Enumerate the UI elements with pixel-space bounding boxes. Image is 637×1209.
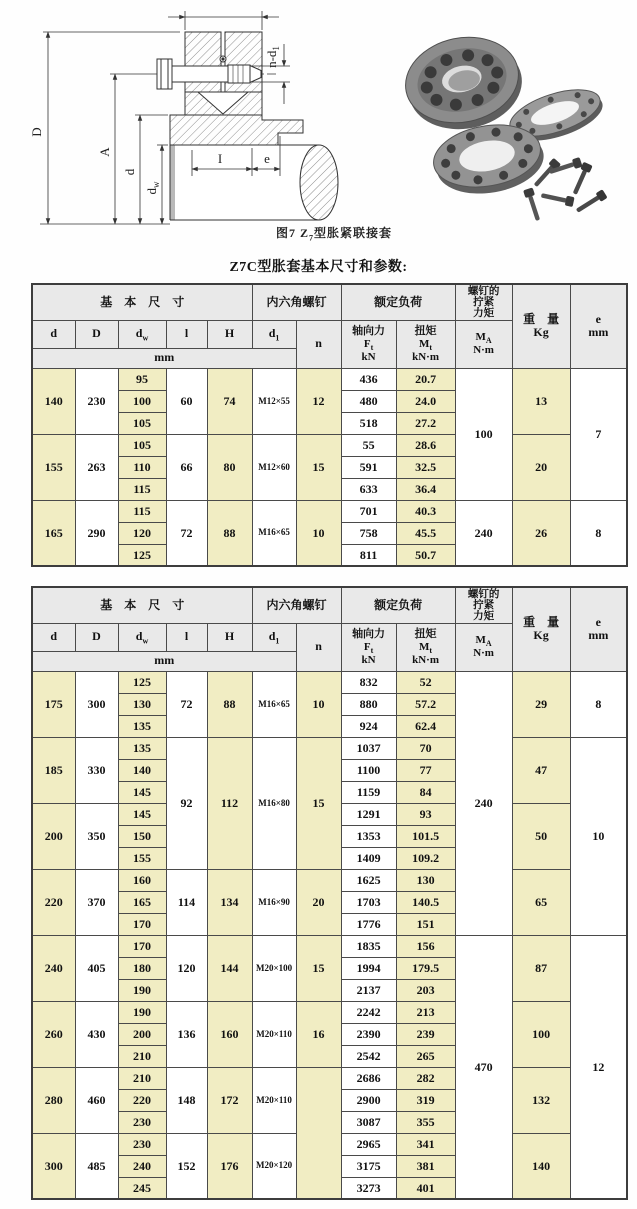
- cell-l: 120: [166, 935, 207, 1001]
- cell-dw: 145: [118, 803, 166, 825]
- dim-label-I: I: [217, 151, 223, 166]
- cell-dw: 170: [118, 935, 166, 957]
- cell-Mt: 32.5: [396, 456, 455, 478]
- cell-Ft: 55: [341, 434, 396, 456]
- cell-dw: 100: [118, 390, 166, 412]
- col-l: l: [166, 320, 207, 348]
- cell-Mt: 239: [396, 1023, 455, 1045]
- header-hex-screws: 内六角螺钉: [252, 284, 341, 320]
- cell-l: 60: [166, 368, 207, 434]
- cell-d: 220: [32, 869, 75, 935]
- cell-n: 15: [296, 737, 341, 869]
- cell-n: 10: [296, 671, 341, 737]
- sleeve-geometry: [148, 32, 338, 220]
- cell-Ft: 701: [341, 500, 396, 522]
- cell-Mt: 401: [396, 1177, 455, 1199]
- cell-dw: 140: [118, 759, 166, 781]
- cell-Ft: 591: [341, 456, 396, 478]
- col-torque: 扭矩 $M_t$ kN·m: [396, 320, 455, 368]
- cell-Ft: 2242: [341, 1001, 396, 1023]
- col-MA: $M_A$ N·m: [455, 320, 512, 368]
- cell-d1: M20×110: [252, 1001, 296, 1067]
- cell-Ft: 3087: [341, 1111, 396, 1133]
- spec-table-1: [31, 283, 628, 567]
- cell-Mt: 62.4: [396, 715, 455, 737]
- cell-d1: M20×110: [252, 1067, 296, 1133]
- page-title: Z7C型胀套基本尺寸和参数:: [229, 260, 408, 275]
- cell-Kg: 26: [512, 500, 570, 566]
- cell-d1: M20×100: [252, 935, 296, 1001]
- cell-d1: M16×80: [252, 737, 296, 869]
- cell-dw: 190: [118, 979, 166, 1001]
- cell-Ft: 832: [341, 671, 396, 693]
- cell-dw: 155: [118, 847, 166, 869]
- cell-D: 430: [75, 1001, 118, 1067]
- cell-Kg: 132: [512, 1067, 570, 1133]
- cell-Mt: 156: [396, 935, 455, 957]
- cell-Mt: 20.7: [396, 368, 455, 390]
- expansion-sleeve-photo: [392, 18, 627, 230]
- cell-l: 72: [166, 671, 207, 737]
- cell-d1: M16×65: [252, 671, 296, 737]
- cell-Kg: 13: [512, 368, 570, 434]
- cell-Ft: 1625: [341, 869, 396, 891]
- header-tightening-torque: 螺钉的 拧紧 力矩: [455, 587, 512, 623]
- cell-Ft: 1037: [341, 737, 396, 759]
- col-l: l: [166, 623, 207, 651]
- col-n: n: [296, 623, 341, 671]
- cell-Ft: 758: [341, 522, 396, 544]
- cell-d: 185: [32, 737, 75, 803]
- cell-Mt: 213: [396, 1001, 455, 1023]
- header-hex-screws: 内六角螺钉: [252, 587, 341, 623]
- cell-dw: 150: [118, 825, 166, 847]
- cell-Mt: 355: [396, 1111, 455, 1133]
- cell-D: 405: [75, 935, 118, 1001]
- cell-l: 72: [166, 500, 207, 566]
- cell-Ft: 1291: [341, 803, 396, 825]
- table-header: [32, 284, 627, 368]
- cell-Ft: 2965: [341, 1133, 396, 1155]
- header-basic-dimensions: 基 本 尺 寸: [32, 284, 252, 320]
- cell-D: 350: [75, 803, 118, 869]
- cell-Ft: 518: [341, 412, 396, 434]
- dim-label-dw: $d_w$: [144, 181, 161, 195]
- cell-Mt: 203: [396, 979, 455, 1001]
- cell-D: 263: [75, 434, 118, 500]
- cell-Mt: 70: [396, 737, 455, 759]
- cell-Mt: 57.2: [396, 693, 455, 715]
- cell-Mt: 140.5: [396, 891, 455, 913]
- cell-dw: 240: [118, 1155, 166, 1177]
- col-D: D: [75, 623, 118, 651]
- cell-d: 175: [32, 671, 75, 737]
- cell-Kg: 100: [512, 1001, 570, 1067]
- cell-D: 330: [75, 737, 118, 803]
- cell-l: 114: [166, 869, 207, 935]
- cell-Mt: 179.5: [396, 957, 455, 979]
- cell-n: 10: [296, 500, 341, 566]
- col-torque: 扭矩 $M_t$ kN·m: [396, 623, 455, 671]
- cell-dw: 125: [118, 671, 166, 693]
- cell-dw: 190: [118, 1001, 166, 1023]
- cell-Ft: 633: [341, 478, 396, 500]
- cell-Mt: 52: [396, 671, 455, 693]
- cell-MA: 240: [455, 500, 512, 566]
- cell-dw: 110: [118, 456, 166, 478]
- cell-e: 8: [570, 671, 627, 737]
- cell-l: 152: [166, 1133, 207, 1199]
- cell-Kg: 50: [512, 803, 570, 869]
- col-d: d: [32, 623, 75, 651]
- cell-dw: 130: [118, 693, 166, 715]
- cell-dw: 105: [118, 434, 166, 456]
- cell-l: 92: [166, 737, 207, 869]
- cell-dw: 220: [118, 1089, 166, 1111]
- cell-D: 460: [75, 1067, 118, 1133]
- cell-n: [296, 1067, 341, 1199]
- header-rated-load: 额定负荷: [341, 587, 455, 623]
- cell-Ft: 811: [341, 544, 396, 566]
- header-e: e mm: [570, 284, 627, 368]
- cell-Ft: 1353: [341, 825, 396, 847]
- header-weight: 重 量 Kg: [512, 284, 570, 368]
- cell-d1: M20×120: [252, 1133, 296, 1199]
- cell-Ft: 880: [341, 693, 396, 715]
- cell-dw: 145: [118, 781, 166, 803]
- cell-l: 148: [166, 1067, 207, 1133]
- cell-Ft: 3273: [341, 1177, 396, 1199]
- cell-n: 15: [296, 935, 341, 1001]
- cell-H: 80: [207, 434, 252, 500]
- cell-Ft: 1159: [341, 781, 396, 803]
- col-d: d: [32, 320, 75, 348]
- unit-mm: mm: [32, 348, 296, 368]
- cell-D: 485: [75, 1133, 118, 1199]
- cell-d1: M12×60: [252, 434, 296, 500]
- cell-dw: 165: [118, 891, 166, 913]
- col-d1: $d_1$: [252, 623, 296, 651]
- cell-H: 74: [207, 368, 252, 434]
- cross-section-drawing: [10, 2, 388, 248]
- cell-Ft: 1835: [341, 935, 396, 957]
- cell-e: 10: [570, 737, 627, 935]
- cell-d1: M16×65: [252, 500, 296, 566]
- cell-e: 12: [570, 935, 627, 1199]
- cell-H: 88: [207, 500, 252, 566]
- cell-dw: 115: [118, 500, 166, 522]
- cell-D: 370: [75, 869, 118, 935]
- cell-n: 12: [296, 368, 341, 434]
- col-dw: $d_w$: [118, 623, 166, 651]
- cell-dw: 105: [118, 412, 166, 434]
- figure-caption: 图7 $Z_7$型胀紧联接套: [275, 226, 392, 243]
- cell-Ft: 480: [341, 390, 396, 412]
- cell-d: 140: [32, 368, 75, 434]
- cell-dw: 245: [118, 1177, 166, 1199]
- cell-Mt: 319: [396, 1089, 455, 1111]
- table-1-body: [32, 368, 627, 566]
- header-tightening-torque: 螺钉的 拧紧 力矩: [455, 284, 512, 320]
- cell-dw: 120: [118, 522, 166, 544]
- cell-Mt: 40.3: [396, 500, 455, 522]
- cell-e: 8: [570, 500, 627, 566]
- cell-Ft: 2542: [341, 1045, 396, 1067]
- col-dw: $d_w$: [118, 320, 166, 348]
- cell-H: 176: [207, 1133, 252, 1199]
- dim-label-D: D: [29, 127, 44, 137]
- dim-label-d: d: [122, 168, 137, 176]
- cell-dw: 115: [118, 478, 166, 500]
- cell-H: 172: [207, 1067, 252, 1133]
- cell-Kg: 140: [512, 1133, 570, 1199]
- cell-dw: 230: [118, 1133, 166, 1155]
- cell-dw: 210: [118, 1045, 166, 1067]
- header-e: e mm: [570, 587, 627, 671]
- cell-H: 134: [207, 869, 252, 935]
- header-basic-dimensions: 基 本 尺 寸: [32, 587, 252, 623]
- col-H: H: [207, 320, 252, 348]
- cell-Mt: 282: [396, 1067, 455, 1089]
- table-2-body: [32, 671, 627, 1199]
- cell-Mt: 93: [396, 803, 455, 825]
- cell-Kg: 20: [512, 434, 570, 500]
- cell-dw: 135: [118, 737, 166, 759]
- cell-Mt: 151: [396, 913, 455, 935]
- cell-Ft: 2686: [341, 1067, 396, 1089]
- cell-n: 20: [296, 869, 341, 935]
- col-d1: $d_1$: [252, 320, 296, 348]
- cell-Mt: 36.4: [396, 478, 455, 500]
- cell-Mt: 84: [396, 781, 455, 803]
- cell-dw: 95: [118, 368, 166, 390]
- cell-Ft: 3175: [341, 1155, 396, 1177]
- cell-Ft: 1409: [341, 847, 396, 869]
- cell-Mt: 265: [396, 1045, 455, 1067]
- cell-d: 200: [32, 803, 75, 869]
- cell-H: 112: [207, 737, 252, 869]
- cell-d: 155: [32, 434, 75, 500]
- cell-dw: 160: [118, 869, 166, 891]
- cell-Ft: 2900: [341, 1089, 396, 1111]
- cell-Mt: 24.0: [396, 390, 455, 412]
- cell-n: 15: [296, 434, 341, 500]
- cell-Mt: 50.7: [396, 544, 455, 566]
- cell-l: 66: [166, 434, 207, 500]
- unit-mm: mm: [32, 651, 296, 671]
- cell-MA: 470: [455, 935, 512, 1199]
- col-axial-force: 轴向力 $F_t$ kN: [341, 320, 396, 368]
- cell-dw: 180: [118, 957, 166, 979]
- cell-dw: 210: [118, 1067, 166, 1089]
- cell-Ft: 1994: [341, 957, 396, 979]
- cell-Ft: 2137: [341, 979, 396, 1001]
- cell-Kg: 87: [512, 935, 570, 1001]
- table-header: [32, 587, 627, 671]
- cell-dw: 135: [118, 715, 166, 737]
- cell-e: 7: [570, 368, 627, 500]
- col-MA: $M_A$ N·m: [455, 623, 512, 671]
- cell-Ft: 924: [341, 715, 396, 737]
- col-axial-force: 轴向力 $F_t$ kN: [341, 623, 396, 671]
- cell-dw: 230: [118, 1111, 166, 1133]
- spec-table-2: [31, 586, 628, 1200]
- col-D: D: [75, 320, 118, 348]
- dim-label-nd1: $n-d_1$: [264, 46, 281, 68]
- cell-Mt: 77: [396, 759, 455, 781]
- cell-l: 136: [166, 1001, 207, 1067]
- cell-Kg: 47: [512, 737, 570, 803]
- col-n: n: [296, 320, 341, 368]
- cell-Ft: 1703: [341, 891, 396, 913]
- cell-d: 260: [32, 1001, 75, 1067]
- cell-dw: 200: [118, 1023, 166, 1045]
- cell-n: 16: [296, 1001, 341, 1067]
- cell-d: 280: [32, 1067, 75, 1133]
- header-rated-load: 额定负荷: [341, 284, 455, 320]
- cell-D: 300: [75, 671, 118, 737]
- cell-H: 88: [207, 671, 252, 737]
- cell-Mt: 381: [396, 1155, 455, 1177]
- cell-Mt: 130: [396, 869, 455, 891]
- cell-D: 230: [75, 368, 118, 434]
- cell-Mt: 109.2: [396, 847, 455, 869]
- cell-Kg: 29: [512, 671, 570, 737]
- cell-d1: M12×55: [252, 368, 296, 434]
- cell-dw: 170: [118, 913, 166, 935]
- cell-H: 160: [207, 1001, 252, 1067]
- cell-Ft: 1100: [341, 759, 396, 781]
- cell-Mt: 45.5: [396, 522, 455, 544]
- cell-Ft: 2390: [341, 1023, 396, 1045]
- cell-Mt: 341: [396, 1133, 455, 1155]
- dim-label-e: e: [264, 151, 270, 166]
- cell-Mt: 27.2: [396, 412, 455, 434]
- cell-d1: M16×90: [252, 869, 296, 935]
- cell-Mt: 28.6: [396, 434, 455, 456]
- cell-Ft: 436: [341, 368, 396, 390]
- col-H: H: [207, 623, 252, 651]
- cell-Mt: 101.5: [396, 825, 455, 847]
- cell-D: 290: [75, 500, 118, 566]
- cell-MA: 100: [455, 368, 512, 500]
- cell-H: 144: [207, 935, 252, 1001]
- cell-d: 240: [32, 935, 75, 1001]
- cell-d: 165: [32, 500, 75, 566]
- cell-Ft: 1776: [341, 913, 396, 935]
- dim-label-A: A: [97, 147, 112, 157]
- cell-MA: 240: [455, 671, 512, 935]
- cell-d: 300: [32, 1133, 75, 1199]
- cell-dw: 125: [118, 544, 166, 566]
- header-weight: 重 量 Kg: [512, 587, 570, 671]
- cell-Kg: 65: [512, 869, 570, 935]
